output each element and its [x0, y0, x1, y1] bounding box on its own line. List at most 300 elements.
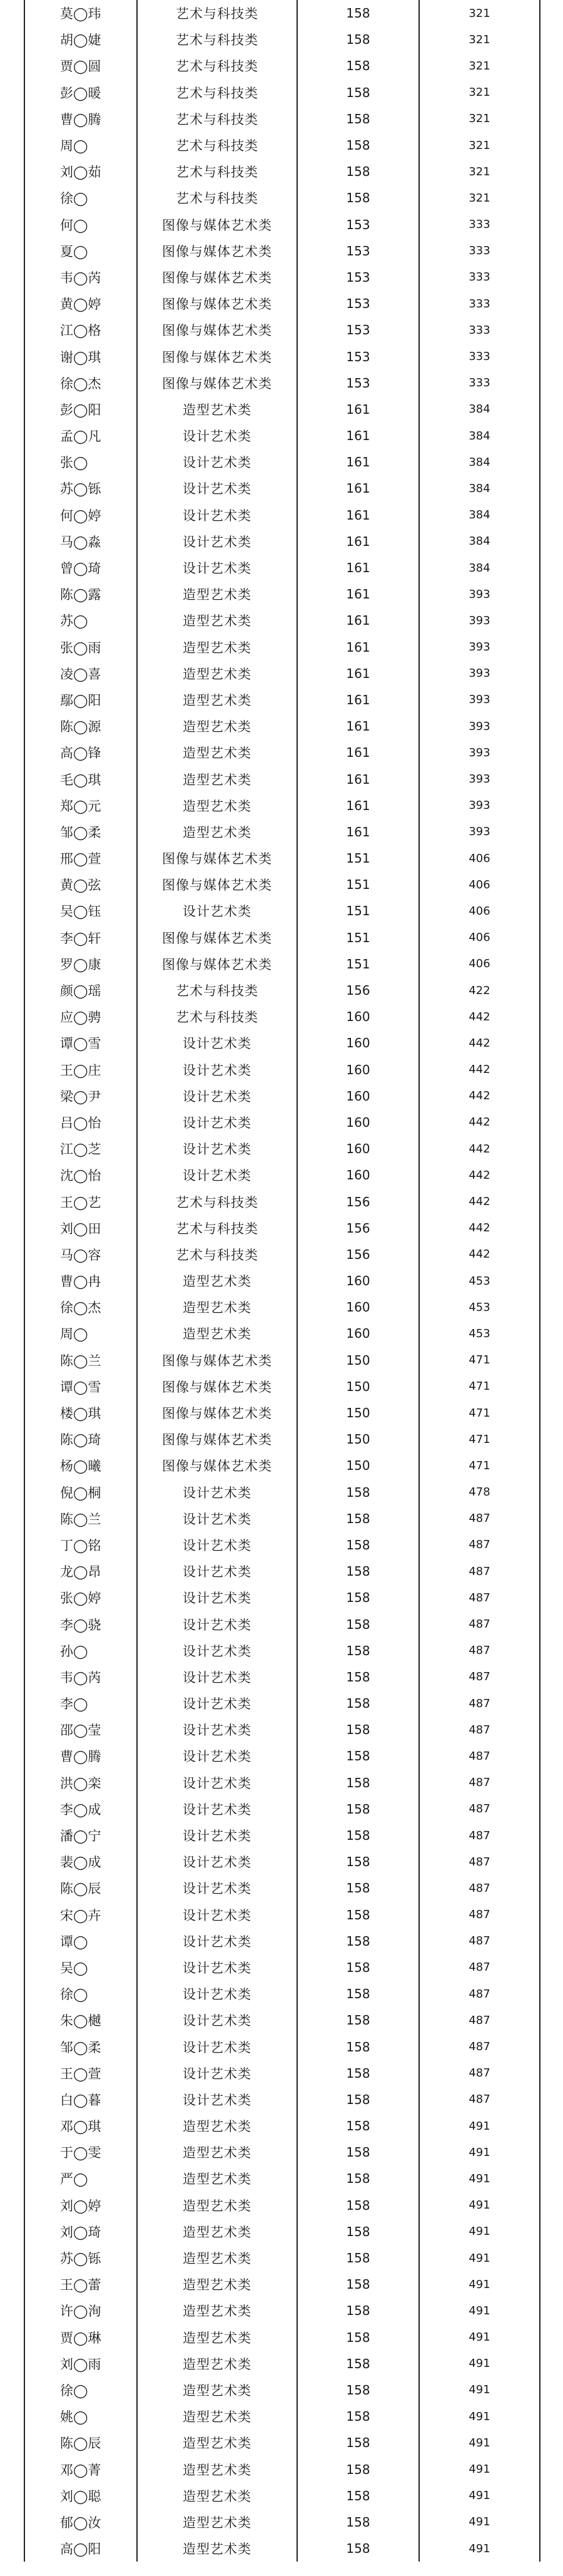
score-cell: 160: [297, 1268, 419, 1294]
table-row: [24, 1690, 540, 1716]
score-cell: 158: [297, 2033, 419, 2060]
table-row: [24, 106, 540, 132]
category-cell: 造型艺术类: [137, 1268, 297, 1294]
category-cell: 造型艺术类: [137, 2113, 297, 2139]
rank-cell: 487: [419, 1664, 540, 1690]
category-cell: 艺术与科技类: [137, 132, 297, 158]
rank-cell: 393: [419, 739, 540, 766]
rank-cell: 393: [419, 687, 540, 713]
score-cell: 158: [297, 2245, 419, 2271]
student-name-cell: 谭◯雪: [24, 1030, 137, 1056]
score-cell: 160: [297, 1083, 419, 1109]
rank-cell: 491: [419, 2324, 540, 2351]
student-name-cell: 邓◯菁: [24, 2456, 137, 2482]
table-row: [24, 1928, 540, 1954]
rank-cell: 393: [419, 660, 540, 687]
table-row: [24, 1849, 540, 1875]
table-row: [24, 713, 540, 739]
student-name-cell: 楼◯琪: [24, 1400, 137, 1426]
category-cell: 艺术与科技类: [137, 1241, 297, 1268]
category-cell: 设计艺术类: [137, 1743, 297, 1769]
category-cell: 图像与媒体艺术类: [137, 1347, 297, 1373]
score-cell: 158: [297, 2430, 419, 2456]
table-row: [24, 2113, 540, 2139]
score-cell: 158: [297, 1822, 419, 1849]
rank-cell: 384: [419, 423, 540, 449]
table-row: [24, 1426, 540, 1452]
score-cell: 158: [297, 2535, 419, 2562]
score-cell: 161: [297, 687, 419, 713]
table-row: [24, 2007, 540, 2033]
student-name-cell: 鄢◯阳: [24, 687, 137, 713]
score-cell: 158: [297, 132, 419, 158]
table-row: [24, 819, 540, 845]
category-cell: 造型艺术类: [137, 2483, 297, 2509]
score-cell: 153: [297, 370, 419, 396]
score-cell: 158: [297, 1928, 419, 1954]
category-cell: 造型艺术类: [137, 607, 297, 634]
category-cell: 图像与媒体艺术类: [137, 1452, 297, 1479]
category-cell: 设计艺术类: [137, 2033, 297, 2060]
score-cell: 151: [297, 871, 419, 898]
score-cell: 158: [297, 1611, 419, 1637]
table-row: [24, 185, 540, 211]
rank-cell: 487: [419, 1954, 540, 1981]
table-row: [24, 1532, 540, 1558]
table-row: [24, 370, 540, 396]
category-cell: 设计艺术类: [137, 1902, 297, 1928]
table-row: [24, 1902, 540, 1928]
table-row: [24, 739, 540, 766]
score-cell: 150: [297, 1426, 419, 1452]
rank-cell: 321: [419, 26, 540, 53]
rank-cell: 491: [419, 2192, 540, 2219]
table-row: [24, 1347, 540, 1373]
rank-cell: 491: [419, 2219, 540, 2245]
category-cell: 设计艺术类: [137, 423, 297, 449]
category-cell: 造型艺术类: [137, 2245, 297, 2271]
table-row: [24, 158, 540, 185]
category-cell: 造型艺术类: [137, 1294, 297, 1320]
table-row: [24, 1664, 540, 1690]
rank-cell: 453: [419, 1320, 540, 1347]
category-cell: 艺术与科技类: [137, 106, 297, 132]
category-cell: 造型艺术类: [137, 634, 297, 660]
table-row: [24, 2324, 540, 2351]
table-row: [24, 1743, 540, 1769]
category-cell: 设计艺术类: [137, 449, 297, 475]
rank-cell: 491: [419, 2456, 540, 2482]
score-cell: 150: [297, 1347, 419, 1373]
student-name-cell: 罗◯康: [24, 951, 137, 977]
category-cell: 造型艺术类: [137, 581, 297, 607]
table-row: [24, 1796, 540, 1822]
category-cell: 造型艺术类: [137, 2139, 297, 2165]
table-row: [24, 2086, 540, 2113]
score-cell: 160: [297, 1320, 419, 1347]
student-name-cell: 李◯成: [24, 1796, 137, 1822]
category-cell: 设计艺术类: [137, 1770, 297, 1796]
category-cell: 设计艺术类: [137, 2060, 297, 2086]
table-row: [24, 555, 540, 581]
table-row: [24, 2192, 540, 2219]
category-cell: 设计艺术类: [137, 1162, 297, 1188]
rank-cell: 487: [419, 1716, 540, 1743]
student-name-cell: 贾◯圆: [24, 53, 137, 79]
score-cell: 158: [297, 2060, 419, 2086]
rank-cell: 491: [419, 2377, 540, 2403]
score-cell: 156: [297, 1215, 419, 1241]
table-row: [24, 1611, 540, 1637]
table-row: [24, 660, 540, 687]
score-cell: 161: [297, 766, 419, 792]
rank-cell: 384: [419, 396, 540, 423]
category-cell: 造型艺术类: [137, 819, 297, 845]
category-cell: 艺术与科技类: [137, 53, 297, 79]
score-cell: 158: [297, 2456, 419, 2482]
category-cell: 设计艺术类: [137, 475, 297, 501]
score-cell: 158: [297, 2509, 419, 2535]
score-cell: 158: [297, 1981, 419, 2007]
category-cell: 设计艺术类: [137, 1875, 297, 1901]
student-name-cell: 邓◯琪: [24, 2113, 137, 2139]
category-cell: 图像与媒体艺术类: [137, 317, 297, 343]
student-name-cell: 邹◯柔: [24, 819, 137, 845]
student-name-cell: 马◯淼: [24, 528, 137, 555]
table-row: [24, 1083, 540, 1109]
score-cell: 158: [297, 2192, 419, 2219]
rank-cell: 487: [419, 2033, 540, 2060]
score-cell: 158: [297, 1849, 419, 1875]
rank-cell: 487: [419, 1981, 540, 2007]
student-name-cell: 王◯蕾: [24, 2271, 137, 2297]
rank-cell: 491: [419, 2403, 540, 2430]
score-cell: 161: [297, 475, 419, 501]
student-name-cell: 吴◯钰: [24, 898, 137, 924]
category-cell: 造型艺术类: [137, 2271, 297, 2297]
student-name-cell: 李◯: [24, 1690, 137, 1716]
rank-cell: 384: [419, 555, 540, 581]
table-row: [24, 1188, 540, 1214]
category-cell: 造型艺术类: [137, 2377, 297, 2403]
student-name-cell: 洪◯栾: [24, 1770, 137, 1796]
rank-cell: 393: [419, 713, 540, 739]
category-cell: 图像与媒体艺术类: [137, 871, 297, 898]
table-row: [24, 1875, 540, 1901]
student-name-cell: 谭◯: [24, 1928, 137, 1954]
rank-cell: 487: [419, 1638, 540, 1664]
table-row: [24, 396, 540, 423]
category-cell: 设计艺术类: [137, 1690, 297, 1716]
rank-cell: 487: [419, 1743, 540, 1769]
rank-cell: 478: [419, 1479, 540, 1506]
rank-cell: 333: [419, 343, 540, 369]
rank-cell: 321: [419, 80, 540, 106]
rank-cell: 393: [419, 634, 540, 660]
student-name-cell: 韦◯芮: [24, 1664, 137, 1690]
score-cell: 161: [297, 819, 419, 845]
table-row: [24, 1030, 540, 1056]
student-name-cell: 于◯雯: [24, 2139, 137, 2165]
category-cell: 设计艺术类: [137, 555, 297, 581]
rank-cell: 471: [419, 1452, 540, 1479]
rank-cell: 384: [419, 475, 540, 501]
student-name-cell: 丁◯铭: [24, 1532, 137, 1558]
student-name-cell: 夏◯: [24, 238, 137, 264]
rank-cell: 406: [419, 845, 540, 871]
table-row: [24, 1506, 540, 1532]
rank-cell: 442: [419, 1188, 540, 1214]
student-name-cell: 徐◯: [24, 185, 137, 211]
table-row: [24, 0, 540, 26]
table-row: [24, 2219, 540, 2245]
student-name-cell: 陈◯露: [24, 581, 137, 607]
rank-cell: 406: [419, 925, 540, 951]
score-cell: 161: [297, 396, 419, 423]
score-cell: 158: [297, 2219, 419, 2245]
student-name-cell: 刘◯婷: [24, 2192, 137, 2219]
category-cell: 设计艺术类: [137, 502, 297, 528]
category-cell: 造型艺术类: [137, 2165, 297, 2192]
category-cell: 图像与媒体艺术类: [137, 343, 297, 369]
rank-cell: 487: [419, 2060, 540, 2086]
student-name-cell: 刘◯雨: [24, 2351, 137, 2377]
table-row: [24, 1479, 540, 1506]
category-cell: 艺术与科技类: [137, 977, 297, 1003]
student-name-cell: 邹◯柔: [24, 2033, 137, 2060]
score-cell: 158: [297, 1875, 419, 1901]
score-cell: 153: [297, 317, 419, 343]
student-name-cell: 杨◯曦: [24, 1452, 137, 1479]
student-name-cell: 李◯轩: [24, 925, 137, 951]
category-cell: 设计艺术类: [137, 1849, 297, 1875]
score-table: [24, 0, 540, 2562]
student-name-cell: 曾◯琦: [24, 555, 137, 581]
category-cell: 艺术与科技类: [137, 0, 297, 26]
score-cell: 158: [297, 1532, 419, 1558]
category-cell: 艺术与科技类: [137, 26, 297, 53]
student-name-cell: 张◯婷: [24, 1584, 137, 1611]
score-cell: 158: [297, 2403, 419, 2430]
category-cell: 设计艺术类: [137, 528, 297, 555]
category-cell: 图像与媒体艺术类: [137, 290, 297, 317]
student-name-cell: 陈◯兰: [24, 1506, 137, 1532]
student-name-cell: 邢◯萱: [24, 845, 137, 871]
student-name-cell: 陈◯辰: [24, 2430, 137, 2456]
rank-cell: 406: [419, 871, 540, 898]
score-cell: 158: [297, 2086, 419, 2113]
table-row: [24, 898, 540, 924]
category-cell: 造型艺术类: [137, 2219, 297, 2245]
rank-cell: 384: [419, 449, 540, 475]
score-cell: 158: [297, 1902, 419, 1928]
rank-cell: 333: [419, 290, 540, 317]
student-name-cell: 潘◯宁: [24, 1822, 137, 1849]
category-cell: 艺术与科技类: [137, 80, 297, 106]
student-name-cell: 张◯: [24, 449, 137, 475]
rank-cell: 321: [419, 53, 540, 79]
student-name-cell: 颜◯瑶: [24, 977, 137, 1003]
category-cell: 设计艺术类: [137, 1954, 297, 1981]
rank-cell: 487: [419, 1558, 540, 1584]
table-row: [24, 951, 540, 977]
category-cell: 设计艺术类: [137, 1083, 297, 1109]
table-row: [24, 581, 540, 607]
category-cell: 设计艺术类: [137, 2086, 297, 2113]
category-cell: 图像与媒体艺术类: [137, 1426, 297, 1452]
category-cell: 造型艺术类: [137, 2351, 297, 2377]
score-cell: 158: [297, 2139, 419, 2165]
student-name-cell: 莫◯玮: [24, 0, 137, 26]
score-cell: 161: [297, 581, 419, 607]
table-row: [24, 1716, 540, 1743]
category-cell: 设计艺术类: [137, 1584, 297, 1611]
score-cell: 160: [297, 1030, 419, 1056]
score-cell: 158: [297, 2483, 419, 2509]
category-cell: 设计艺术类: [137, 1057, 297, 1083]
category-cell: 造型艺术类: [137, 2535, 297, 2562]
table-row: [24, 1638, 540, 1664]
table-row: [24, 793, 540, 819]
category-cell: 造型艺术类: [137, 766, 297, 792]
score-cell: 160: [297, 1109, 419, 1136]
student-name-cell: 马◯容: [24, 1241, 137, 1268]
score-cell: 153: [297, 343, 419, 369]
rank-cell: 393: [419, 766, 540, 792]
score-cell: 153: [297, 264, 419, 290]
rank-cell: 487: [419, 1532, 540, 1558]
rank-cell: 491: [419, 2535, 540, 2562]
table-row: [24, 1136, 540, 1162]
rank-cell: 487: [419, 1902, 540, 1928]
score-cell: 150: [297, 1373, 419, 1400]
category-cell: 造型艺术类: [137, 2324, 297, 2351]
rank-cell: 491: [419, 2430, 540, 2456]
score-cell: 158: [297, 2324, 419, 2351]
student-name-cell: 曹◯腾: [24, 1743, 137, 1769]
student-name-cell: 姚◯: [24, 2403, 137, 2430]
rank-cell: 321: [419, 158, 540, 185]
score-cell: 151: [297, 898, 419, 924]
student-name-cell: 胡◯婕: [24, 26, 137, 53]
score-cell: 158: [297, 2007, 419, 2033]
category-cell: 图像与媒体艺术类: [137, 1373, 297, 1400]
table-row: [24, 634, 540, 660]
score-cell: 158: [297, 185, 419, 211]
score-cell: 158: [297, 1664, 419, 1690]
table-row: [24, 2139, 540, 2165]
student-name-cell: 江◯芝: [24, 1136, 137, 1162]
rank-cell: 442: [419, 1109, 540, 1136]
student-name-cell: 何◯婷: [24, 502, 137, 528]
score-cell: 158: [297, 2113, 419, 2139]
category-cell: 造型艺术类: [137, 1320, 297, 1347]
table-row: [24, 2430, 540, 2456]
rank-cell: 442: [419, 1162, 540, 1188]
table-row: [24, 2403, 540, 2430]
student-name-cell: 王◯萱: [24, 2060, 137, 2086]
rank-cell: 453: [419, 1268, 540, 1294]
student-name-cell: 龙◯昂: [24, 1558, 137, 1584]
category-cell: 图像与媒体艺术类: [137, 951, 297, 977]
student-name-cell: 郑◯元: [24, 793, 137, 819]
score-cell: 161: [297, 660, 419, 687]
table-row: [24, 1003, 540, 1030]
score-cell: 153: [297, 290, 419, 317]
table-row: [24, 2245, 540, 2271]
rank-cell: 333: [419, 264, 540, 290]
student-name-cell: 邵◯莹: [24, 1716, 137, 1743]
table-row: [24, 317, 540, 343]
rank-cell: 333: [419, 212, 540, 238]
score-cell: 158: [297, 2271, 419, 2297]
student-name-cell: 徐◯: [24, 1981, 137, 2007]
category-cell: 造型艺术类: [137, 2192, 297, 2219]
table-row: [24, 2351, 540, 2377]
score-cell: 160: [297, 1003, 419, 1030]
student-name-cell: 刘◯茹: [24, 158, 137, 185]
rank-cell: 406: [419, 951, 540, 977]
score-cell: 161: [297, 739, 419, 766]
rank-cell: 442: [419, 1057, 540, 1083]
student-name-cell: 彭◯暖: [24, 80, 137, 106]
category-cell: 设计艺术类: [137, 1796, 297, 1822]
student-name-cell: 白◯暮: [24, 2086, 137, 2113]
student-name-cell: 王◯艺: [24, 1188, 137, 1214]
student-name-cell: 周◯: [24, 132, 137, 158]
rank-cell: 384: [419, 502, 540, 528]
score-cell: 158: [297, 1638, 419, 1664]
table-row: [24, 26, 540, 53]
rank-cell: 487: [419, 1796, 540, 1822]
score-table-body: [24, 0, 540, 2562]
student-name-cell: 裴◯成: [24, 1849, 137, 1875]
table-row: [24, 2483, 540, 2509]
student-name-cell: 苏◯铄: [24, 2245, 137, 2271]
student-name-cell: 郁◯汝: [24, 2509, 137, 2535]
table-row: [24, 1558, 540, 1584]
rank-cell: 442: [419, 1241, 540, 1268]
table-row: [24, 1294, 540, 1320]
score-cell: 158: [297, 106, 419, 132]
table-row: [24, 502, 540, 528]
rank-cell: 487: [419, 1770, 540, 1796]
table-row: [24, 80, 540, 106]
student-name-cell: 苏◯铄: [24, 475, 137, 501]
score-cell: 161: [297, 793, 419, 819]
score-cell: 158: [297, 80, 419, 106]
student-name-cell: 曹◯腾: [24, 106, 137, 132]
score-cell: 161: [297, 502, 419, 528]
student-name-cell: 孟◯凡: [24, 423, 137, 449]
rank-cell: 487: [419, 1611, 540, 1637]
rank-cell: 491: [419, 2271, 540, 2297]
rank-cell: 442: [419, 1215, 540, 1241]
student-name-cell: 应◯骋: [24, 1003, 137, 1030]
score-cell: 151: [297, 845, 419, 871]
score-cell: 160: [297, 1294, 419, 1320]
student-name-cell: 高◯锋: [24, 739, 137, 766]
student-name-cell: 李◯骁: [24, 1611, 137, 1637]
rank-cell: 487: [419, 2007, 540, 2033]
table-row: [24, 1162, 540, 1188]
table-row: [24, 1373, 540, 1400]
table-row: [24, 528, 540, 555]
score-cell: 158: [297, 26, 419, 53]
rank-cell: 393: [419, 607, 540, 634]
table-row: [24, 1770, 540, 1796]
score-cell: 160: [297, 1162, 419, 1188]
